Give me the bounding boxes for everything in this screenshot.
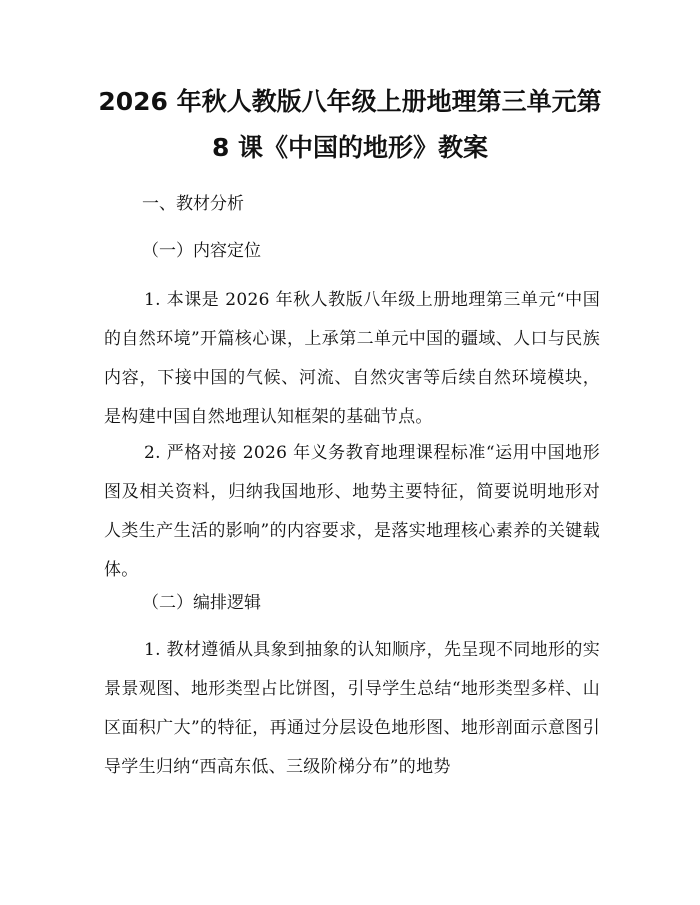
paragraph-arrangement-1: 1. 教材遵循从具象到抽象的认知顺序，先呈现不同地形的实景景观图、地形类型占比饼图，引导学生总结“地形类型多样、山区面积广大”的特征，再通过分层设色地形图、地形剖面示意图引导学生归纳“西高东低、三级阶梯分布”的地势 (104, 640, 600, 777)
subsection-heading-arrangement-logic: （二）编排逻辑 (142, 593, 261, 613)
section-heading-textbook-analysis: 一、教材分析 (142, 194, 244, 214)
subsection-heading-content-positioning: （一）内容定位 (142, 241, 261, 261)
paragraph-positioning-1: 1. 本课是 2026 年秋人教版八年级上册地理第三单元“中国的自然环境”开篇核心课，上承第二单元中国的疆域、人口与民族内容，下接中国的气候、河流、自然灾害等后续自然环境模块，是构建中国自然地理认知框架的基础节点。 (104, 290, 600, 427)
document-title-line-2: 8 课《中国的地形》教案 (211, 133, 489, 162)
document-title-line-1: 2026 年秋人教版八年级上册地理第三单元第 (98, 87, 602, 116)
paragraph-positioning-2: 2. 严格对接 2026 年义务教育地理课程标准“运用中国地形图及相关资料，归纳我国地形、地势主要特征，简要说明地形对人类生产生活的影响”的内容要求，是落实地理核心素养的关键载体。 (104, 443, 600, 580)
